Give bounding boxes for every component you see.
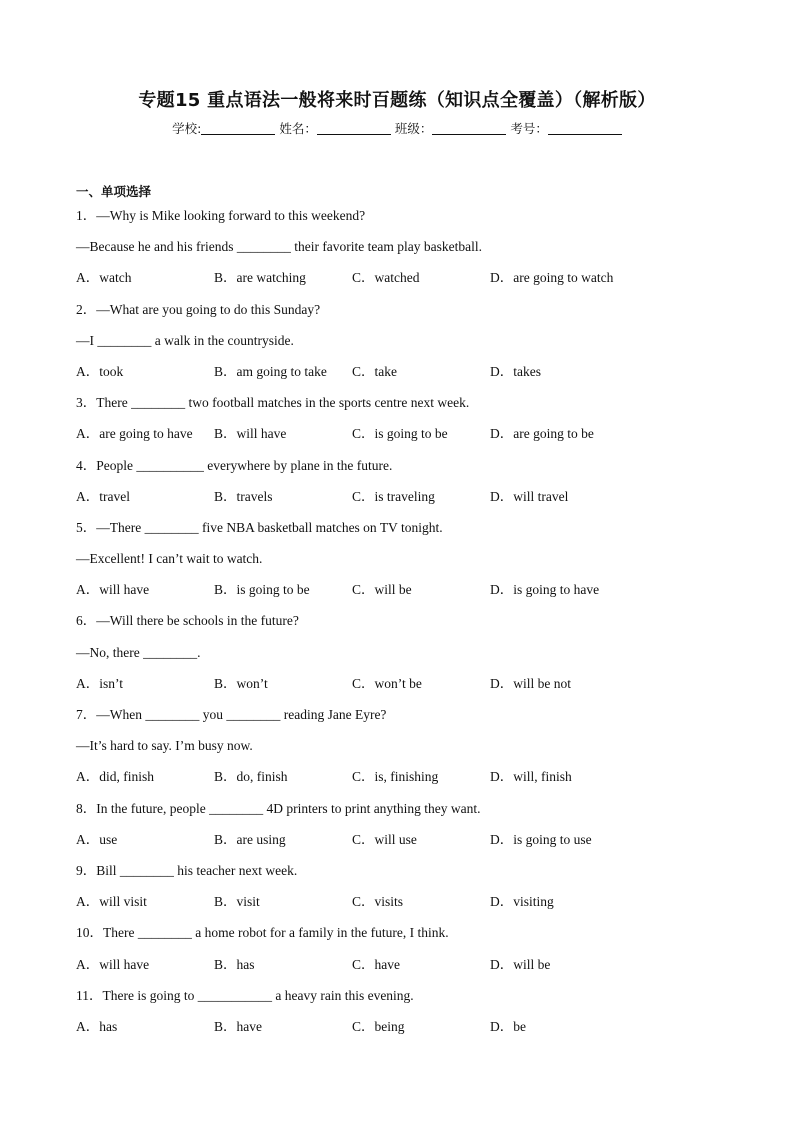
option-a[interactable]: A．use [76,831,118,847]
options-row [76,484,736,515]
name-blank [317,121,391,135]
question-stem: 8．In the future, people ________ 4D printers to print anything they want. [76,800,481,816]
option-a[interactable]: A．will have [76,582,150,598]
option-a[interactable]: A．did, finish [76,769,155,785]
option-b[interactable]: B．are using [214,831,286,847]
question-stem: 5．—There ________ five NBA basketball matches on TV tonight. [76,519,443,535]
class-blank [432,121,506,135]
option-d[interactable]: D．visiting [490,894,554,910]
exam-number-blank [548,121,622,135]
option-a[interactable]: A．watch [76,270,132,286]
option-c[interactable]: C．watched [352,270,420,286]
question-stem: 11．There is going to ___________ a heavy rain this evening. [76,987,414,1003]
option-c[interactable]: C．is going to be [352,426,448,442]
option-d[interactable]: D．be [490,1018,526,1034]
option-d[interactable]: D．is going to use [490,831,592,847]
option-b[interactable]: B．are watching [214,270,306,286]
question-stem: 3．There ________ two football matches in the sports centre next week. [76,395,470,411]
question-list [76,203,736,1045]
question-line: —Excellent! I can’t wait to watch. [76,551,263,567]
option-c[interactable]: C．take [352,363,397,379]
options-row [76,671,736,702]
option-c[interactable]: C．won’t be [352,675,422,691]
name-label: 姓名： [279,121,317,136]
options-row [76,359,736,390]
option-a[interactable]: A．has [76,1018,118,1034]
option-b[interactable]: B．travels [214,488,273,504]
option-c[interactable]: C．is traveling [352,488,435,504]
question-stem: 10．There ________ a home robot for a family in the future, I think. [76,925,449,941]
option-d[interactable]: D．takes [490,363,541,379]
options-row [76,421,736,452]
options-row [76,1014,736,1045]
option-d[interactable]: D．will, finish [490,769,572,785]
question-stem: 6．—Will there be schools in the future? [76,613,299,629]
option-a[interactable]: A．took [76,363,124,379]
question-line: —Because he and his friends ________ their favorite team play basketball. [76,239,483,255]
option-d[interactable]: D．is going to have [490,582,600,598]
option-a[interactable]: A．travel [76,488,130,504]
option-a[interactable]: A．will have [76,956,150,972]
option-a[interactable]: A．isn’t [76,675,124,691]
question-stem: 2．—What are you going to do this Sunday? [76,301,321,317]
option-d[interactable]: D．will travel [490,488,569,504]
option-c[interactable]: C．visits [352,894,404,910]
option-b[interactable]: B．do, finish [214,769,288,785]
question-stem: 1．—Why is Mike looking forward to this weekend? [76,208,366,223]
option-c[interactable]: C．is, finishing [352,769,439,785]
options-row [76,577,736,608]
question-line: —I ________ a walk in the countryside. [76,332,294,348]
option-b[interactable]: B．won’t [214,675,268,691]
option-d[interactable]: D．are going to watch [490,270,614,286]
question-stem: 9．Bill ________ his teacher next week. [76,862,298,878]
option-d[interactable]: D．are going to be [490,426,594,442]
question-stem: 4．People __________ everywhere by plane in the future. [76,457,393,473]
option-b[interactable]: B．am going to take [214,363,327,379]
option-a[interactable]: A．are going to have [76,426,193,442]
options-row [76,265,736,296]
exam-number-label: 考号： [510,121,548,136]
option-c[interactable]: C．being [352,1018,405,1034]
options-row [76,827,736,858]
option-d[interactable]: D．will be not [490,675,571,691]
option-d[interactable]: D．will be [490,956,551,972]
option-c[interactable]: C．will use [352,831,417,847]
question-stem: 7．—When ________ you ________ reading Jane Eyre? [76,707,387,722]
option-b[interactable]: B．is going to be [214,582,310,598]
school-label: 学校: [172,121,202,136]
class-label: 班级： [394,121,433,136]
section-heading: 一、单项选择 [76,184,152,199]
option-b[interactable]: B．have [214,1018,262,1034]
option-a[interactable]: A．will visit [76,894,147,910]
student-info-row [0,119,794,137]
options-row [76,764,736,795]
option-b[interactable]: B．visit [214,894,260,910]
question-line: —It’s hard to say. I’m busy now. [76,738,253,754]
school-blank [201,121,275,135]
option-c[interactable]: C．will be [352,582,412,598]
option-b[interactable]: B．has [214,956,255,972]
question-line: —No, there ________. [76,644,201,660]
options-row [76,889,736,920]
options-row [76,952,736,983]
page-title: 专题15 重点语法一般将来时百题练（知识点全覆盖）（解析版） [138,90,656,111]
option-b[interactable]: B．will have [214,426,287,442]
option-c[interactable]: C．have [352,956,400,972]
